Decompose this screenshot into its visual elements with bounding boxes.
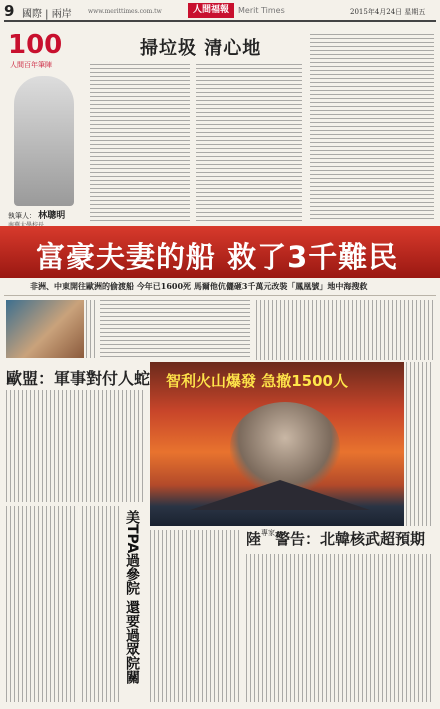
tpa-story-left bbox=[6, 506, 78, 702]
eu-headline: 歐盟：軍事對付人蛇 bbox=[6, 369, 151, 388]
tpa-headline: 美TPA過參院 還要過眾院關 bbox=[124, 510, 140, 685]
lower-center-body-1 bbox=[150, 530, 242, 702]
tpa-story-mid bbox=[82, 506, 122, 702]
logo-sub: Merit Times bbox=[238, 6, 285, 15]
volcano-mountain bbox=[190, 480, 370, 510]
author-prefix: 執筆人 bbox=[8, 212, 29, 220]
korea-headline-tag: 專家 bbox=[261, 529, 276, 537]
volcano-photo bbox=[150, 362, 404, 526]
author-name: 林聰明 bbox=[38, 211, 66, 221]
logo-text: 人間福報 bbox=[192, 5, 229, 15]
volcano-caption: 智利火山爆發 急撤1500人 bbox=[166, 372, 348, 390]
header-date: 2015年4月24日 星期五 bbox=[350, 8, 426, 16]
page-number: 9 bbox=[4, 2, 15, 20]
ash-plume bbox=[230, 402, 340, 492]
korea-story-body bbox=[246, 554, 434, 702]
column-body-2 bbox=[196, 64, 302, 222]
photo-caption bbox=[86, 300, 96, 358]
badge-title: 100 bbox=[8, 30, 63, 60]
main-banner bbox=[0, 226, 440, 278]
column-body-1 bbox=[90, 64, 190, 222]
author-photo bbox=[14, 76, 74, 206]
column-section bbox=[0, 24, 440, 224]
section-label: 國際 | 兩岸 bbox=[22, 9, 72, 20]
column-headline: 掃垃圾 清心地 bbox=[140, 38, 262, 59]
couple-photo bbox=[6, 300, 84, 358]
korea-headline-prefix: 陸 bbox=[246, 530, 262, 548]
author-line: 執筆人： 林聰明 bbox=[8, 211, 66, 221]
header-rule bbox=[4, 20, 436, 22]
banner-subheadline: 非洲、中東開往歐洲的偷渡船 今年已1600死 馬爾他伉儷砸3千萬元改裝「鳳凰號」地中海搜救 bbox=[30, 281, 368, 291]
logo bbox=[188, 3, 234, 18]
refugee-story-right bbox=[256, 300, 434, 360]
column-body-3 bbox=[310, 34, 434, 222]
banner-headline: 富豪夫妻的船 救了3千難民 bbox=[36, 240, 399, 274]
korea-headline: 警告：北韓核武超預期 bbox=[275, 530, 426, 548]
banner-divider bbox=[4, 295, 436, 296]
column-badge bbox=[8, 30, 78, 70]
page-header bbox=[0, 0, 440, 22]
refugee-story-body bbox=[100, 300, 250, 360]
volcano-side-text bbox=[406, 362, 434, 526]
eu-story-body bbox=[6, 390, 144, 502]
badge-subtitle: 人間百年筆陣 bbox=[10, 61, 52, 69]
header-url: www.merittimes.com.tw bbox=[88, 8, 162, 15]
korea-headline-block bbox=[246, 528, 434, 550]
